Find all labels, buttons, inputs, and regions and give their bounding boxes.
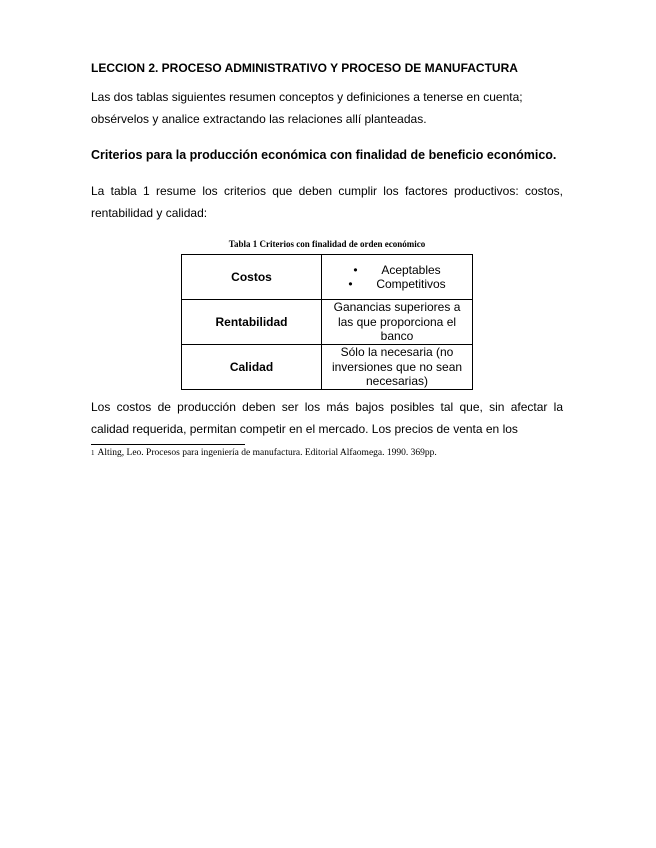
table-intro-paragraph: La tabla 1 resume los criterios que deben cumplir los factores productivos: costos, rentabilidad y calidad: <box>91 184 563 220</box>
bullet-icon: • <box>353 262 358 277</box>
bullet-icon: • <box>348 277 353 291</box>
lesson-title: LECCION 2. PROCESO ADMINISTRATIVO Y PROCESO DE MANUFACTURA <box>91 61 518 75</box>
document-page <box>91 58 563 459</box>
intro-paragraph: Las dos tablas siguientes resumen conceptos y definiciones a tenerse en cuenta; obsérvelos y analice extractando las relaciones allí planteadas. <box>91 90 523 126</box>
table-caption: Tabla 1 Criterios con finalidad de orden económico <box>228 239 426 249</box>
section-heading: Criterios para la producción económica con finalidad de beneficio económico. <box>91 148 557 162</box>
list-item <box>326 277 468 292</box>
table-row <box>182 255 473 300</box>
footnote <box>91 447 563 459</box>
row-value-costos <box>322 255 473 300</box>
footnote-text: Alting, Leo. Procesos para ingeniería de manufactura. Editorial Alfaomega. 1990. 369pp. <box>97 448 437 458</box>
criteria-table <box>181 254 473 390</box>
footnote-number: 1 <box>91 449 95 457</box>
costos-list <box>326 263 468 292</box>
row-label-calidad: Calidad <box>182 345 322 390</box>
table-row <box>182 345 473 390</box>
costs-paragraph: Los costos de producción deben ser los más bajos posibles tal que, sin afectar la calidad requerida, permitan competir en el mercado. Los precios de venta en los <box>91 400 563 436</box>
row-label-costos: Costos <box>182 255 322 300</box>
list-item <box>326 263 468 278</box>
list-item-text: Aceptables <box>381 262 441 277</box>
footnote-divider <box>91 444 245 445</box>
row-value-rentabilidad: Ganancias superiores a las que proporciona el banco <box>322 300 473 345</box>
table-row <box>182 300 473 345</box>
list-item-text: Competitivos <box>376 277 446 291</box>
row-label-rentabilidad: Rentabilidad <box>182 300 322 345</box>
row-value-calidad: Sólo la necesaria (no inversiones que no sean necesarias) <box>322 345 473 390</box>
